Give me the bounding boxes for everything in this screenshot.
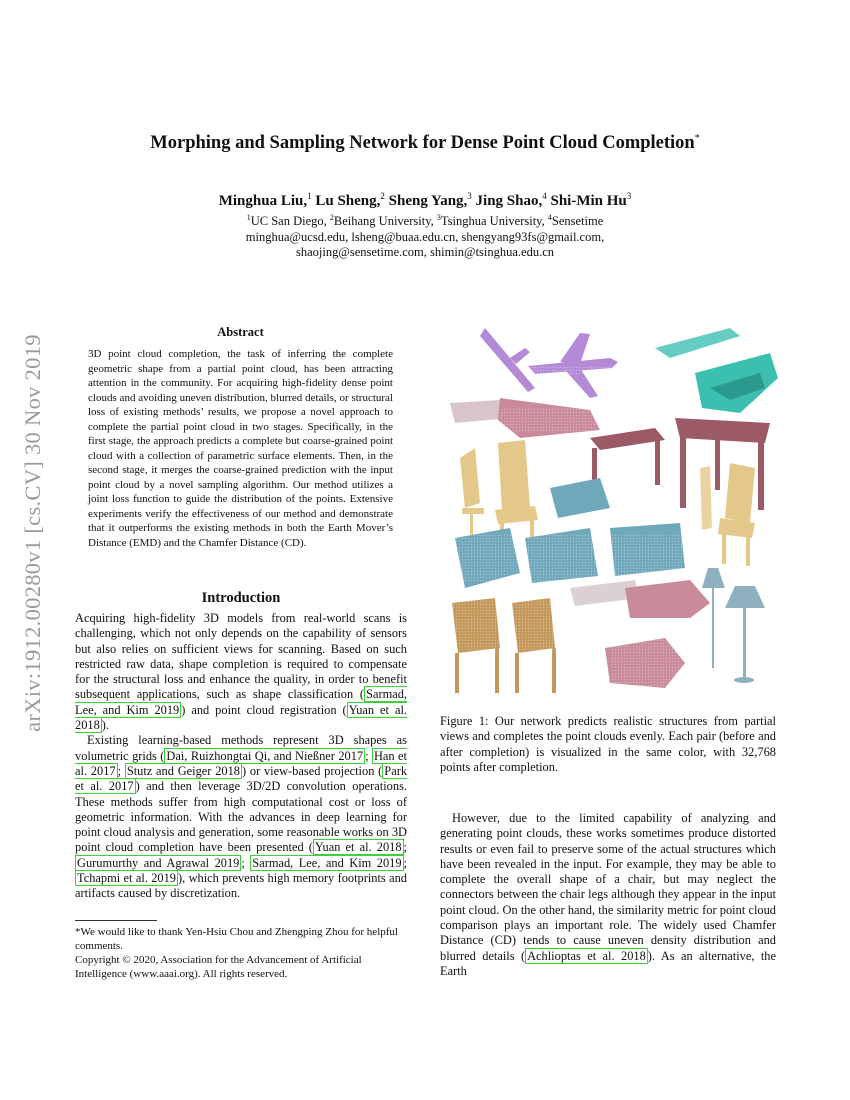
lamp-partial — [702, 568, 725, 668]
abstract-text: 3D point cloud completion, the task of inferring the complete geometric shape from a partial point cloud, has been attracting attention in the community. For acquiring high-fidelity dense point clouds and avoiding uneven distribution, blurred details, or structural loss of existing methods’ results, we propose a novel approach to complete the partial point cloud in two stages. Specifically, in the first stage, the approach predicts a complete but coarse-grained point cloud with a collection of parametric surface elements. Then, in the second stage, it merges the coarse-grained prediction with the input point cloud by a novel sampling algorithm. Our method utilizes a joint loss function to guide the distribution of the points. Extensive experiments verify the effectiveness of our method and demonstrate that it outperforms the existing methods in both the Earth Mover’s Distance (EMD) and the Chamfer Distance (CD). — [88, 348, 393, 549]
citation-link[interactable]: Tchapmi et al. 2019 — [77, 871, 176, 886]
table-completed — [675, 418, 770, 510]
arxiv-stamp: arXiv:1912.00280v1 [cs.CV] 30 Nov 2019 — [20, 334, 45, 732]
wood-chair-completed — [452, 598, 557, 693]
airplane-completed — [528, 333, 618, 398]
copyright-notice: Copyright © 2020, Association for the Advancement of Artificial Intelligence (www.aaai.org). All rights reserved. — [75, 954, 362, 980]
citation-link[interactable]: Yuan et al. 2018 — [75, 702, 407, 733]
chair-partial-2 — [700, 466, 712, 530]
paper-title: Morphing and Sampling Network for Dense Point Cloud Completion* — [150, 133, 700, 154]
lamp-completed — [725, 586, 765, 683]
citation-link[interactable]: Achlioptas et al. 2018 — [527, 948, 646, 963]
affiliation-emails-1: minghua@ucsd.edu, lsheng@buaa.edu.cn, shengyang93fs@gmail.com, — [245, 229, 605, 244]
car-completed — [498, 398, 600, 438]
sofa-partial — [550, 478, 610, 518]
chair-completed-2 — [718, 463, 755, 566]
intro-paragraph-1: Acquiring high-fidelity 3D models from real-world scans is challenging, which not only depends on the capability of sensors but also relies on sufficient views for scanning. Based on such restricted raw data, shape completion is required to compensate for the structural loss and enhance the quality, in order to benefit subsequent applications, such as shape classification ( Sarmad, Lee, and Kim 2019 ) and point cloud registration ( Yuan et al. 2018 ). — [75, 611, 407, 733]
acknowledgement-footnote: *We would like to thank Yen-Hsiu Chou and Zhengping Zhou for helpful comments. — [75, 926, 398, 952]
affiliations — [70, 210, 780, 261]
boat-partial — [655, 328, 740, 358]
author: Lu Sheng, — [315, 193, 381, 209]
sofa-completed — [455, 523, 685, 588]
footnote-rule — [75, 920, 157, 921]
citation-link[interactable]: Dai, Ruizhongtai Qi, and Nießner 2017 — [166, 748, 364, 763]
citation-link[interactable]: Stutz and Geiger 2018 — [126, 763, 240, 778]
boat-completed — [695, 353, 778, 413]
author: Minghua Liu, — [218, 193, 308, 209]
citation-link[interactable]: Han et al. 2017 — [75, 748, 407, 778]
figure-1-point-clouds — [440, 318, 780, 703]
citation-link[interactable]: Gurumurthy and Agrawal 2019 — [77, 855, 240, 870]
citation-link[interactable]: Yuan et al. 2018 — [314, 840, 402, 855]
citation-link[interactable]: Sarmad, Lee, and Kim 2019 — [252, 855, 402, 870]
table-partial — [590, 428, 665, 488]
intro-paragraph-2: Existing learning-based methods represent 3D shapes as volumetric grids ( Dai, Ruizhongtai Qi, and Nießner 2017 ; Han et al. 2017 ; Stutz and Geiger 2018 ) or view-based projection ( Park et al. 2017 ) and then leverage 3D/2D convolution operations. These methods suffer from high computational cost or loss of geometric information. With the advances in deep learning for point cloud analysis and generation, some reasonable works on 3D point cloud completion have been presented ( Yuan et al. 2018 ; Gurumurthy and Agrawal 2019 ; Sarmad, Lee, and Kim 2019 ; Tchapmi et al. 2019 ), which prevents high memory footprints and artifacts caused by discretization. — [75, 733, 408, 901]
introduction-heading: Introduction — [201, 590, 281, 606]
title-footnote-mark: * — [694, 133, 700, 144]
author-list: Minghua Liu,$^1$ Lu Sheng,$^2$ Sheng Yang,$^3$ Jing Shao,$^4$ Shi-Min Hu$^3$ — [218, 191, 632, 209]
affiliation-emails-2: shaojing@sensetime.com, shimin@tsinghua.edu.cn — [295, 245, 555, 260]
chair-partial — [460, 448, 484, 539]
airplane-partial — [480, 328, 535, 392]
introduction-body — [75, 611, 407, 902]
author: Shi-Min Hu — [550, 193, 627, 209]
right-paragraph: However, due to the limited capability of analyzing and generating point clouds, these works sometimes produce distorted results or even fail to preserve some of the actual structures which have been revealed in the input. For example, they may be able to complete the overall shape of a chair, but may neglect the connectors between the chair legs although they appear in the input point cloud. On the other hand, the similarity metric for point cloud comparison plays an important role. The widely used Chamfer Distance (CD) tends to cause uneven density distribution and blurred details ( Achlioptas et al. 2018 ). As an alternative, the Earth — [440, 811, 776, 978]
right-column-body — [440, 811, 776, 979]
citation-link[interactable]: Park et al. 2017 — [75, 763, 408, 794]
affiliation-institutions: $^1$UC San Diego, $^2$Beihang University, $^3$Tsinghua University, $^4$Sensetime — [246, 213, 604, 229]
author: Sheng Yang, — [388, 193, 468, 209]
abstract-heading: Abstract — [217, 325, 264, 339]
figure-1-caption: Figure 1: Our network predicts realistic structures from partial views and completes the point clouds evenly. Each pair (before and after completion) is visualized in the same color, with 32,768 points after completion. — [440, 714, 776, 774]
citation-link[interactable]: Sarmad, Lee, and Kim 2019 — [75, 687, 407, 717]
author: Jing Shao, — [475, 193, 543, 209]
footnote-block — [75, 925, 407, 981]
